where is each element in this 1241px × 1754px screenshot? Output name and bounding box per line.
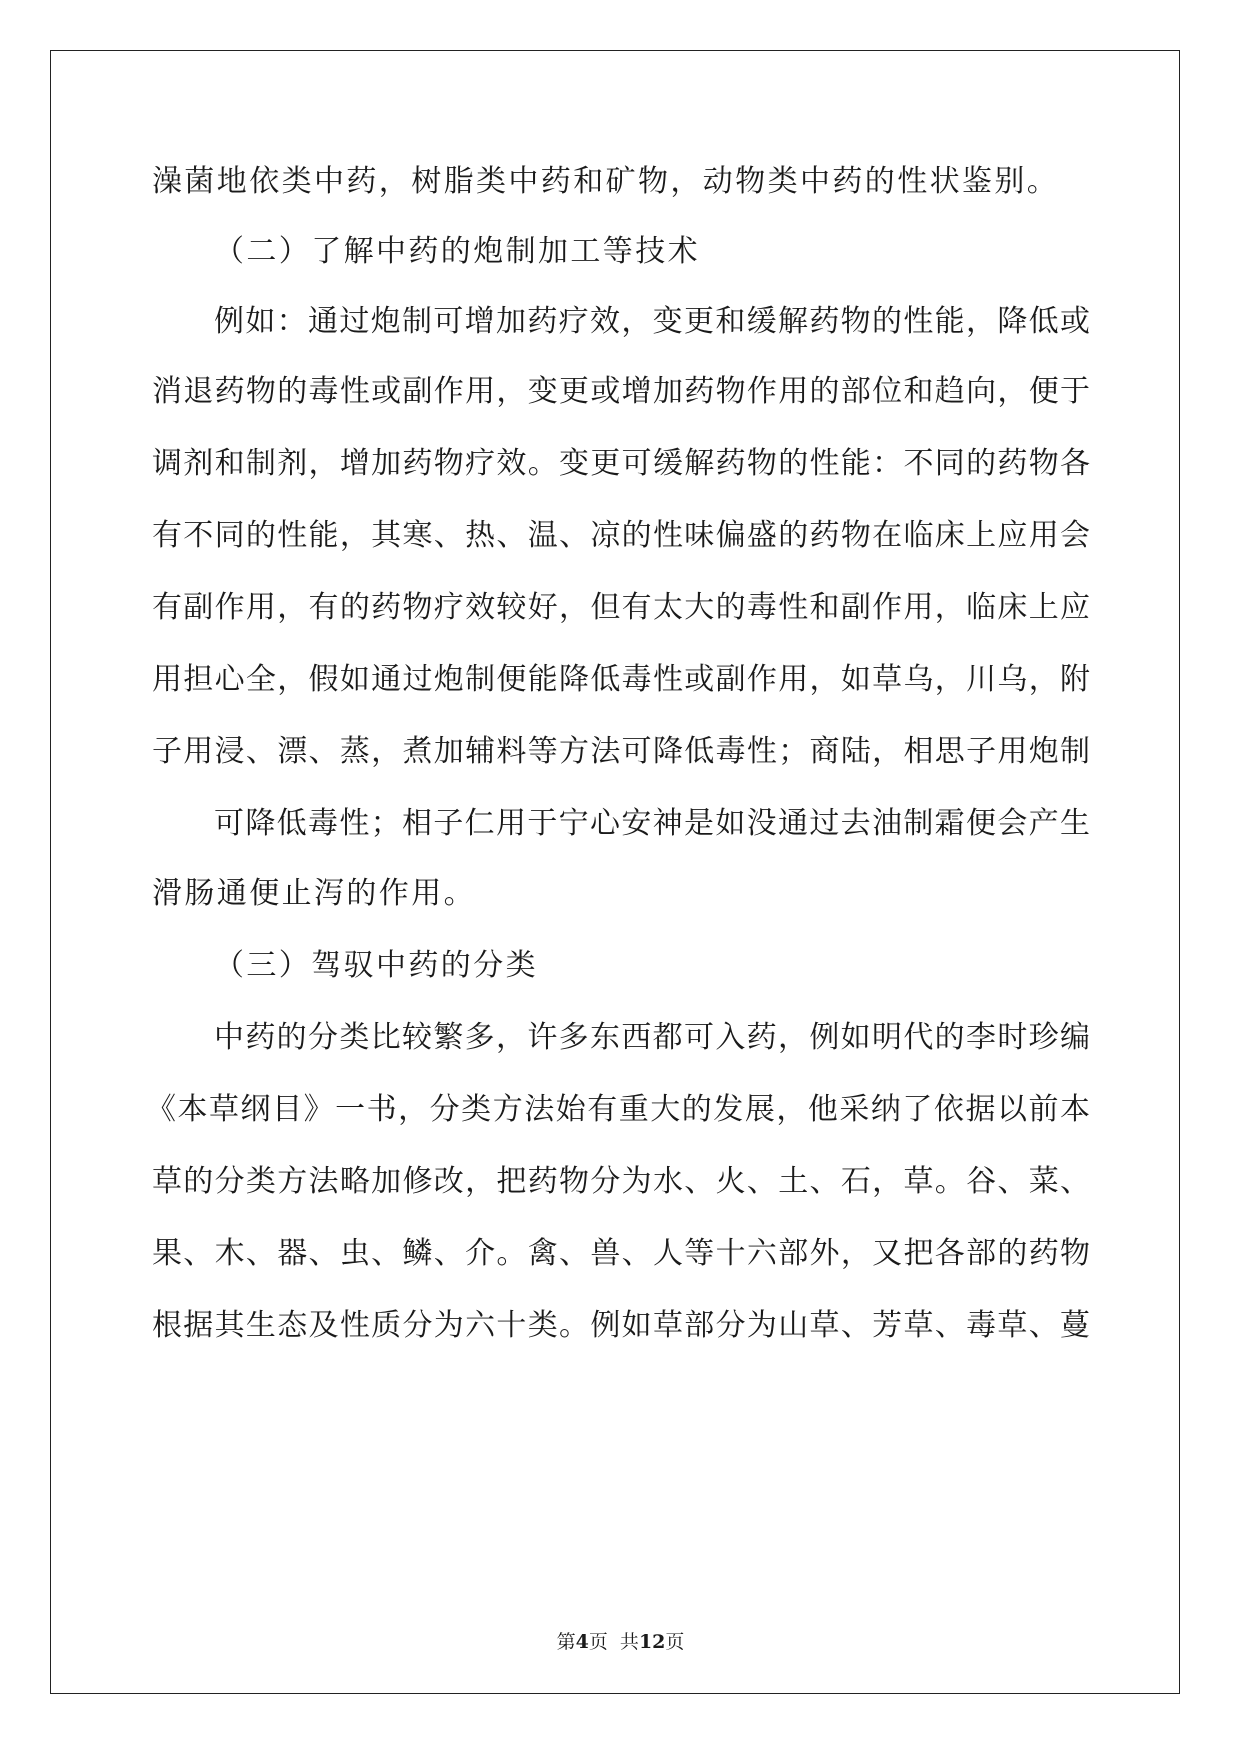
text-line: 子用浸、漂、蒸，煮加辅料等方法可降低毒性；商陆，相思子用炮制 [152,734,1090,769]
page-border [50,50,1180,1694]
text-line: 有不同的性能，其寒、热、温、凉的性味偏盛的药物在临床上应用会 [152,518,1090,553]
text-line: 例如：通过炮制可增加药疗效，变更和缓解药物的性能，降低或 [214,304,1090,339]
text-line: 滑肠通便止泻的作用。 [152,876,476,911]
section-heading: （二）了解中药的炮制加工等技术 [214,234,700,269]
footer-prefix: 第 [556,1631,576,1653]
text-line: 可降低毒性；相子仁用于宁心安神是如没通过去油制霜便会产生 [214,806,1090,841]
text-line: 澡菌地依类中药，树脂类中药和矿物，动物类中药的性状鉴别。 [152,164,1060,199]
text-line: 根据其生态及性质分为六十类。例如草部分为山草、芳草、毒草、蔓 [152,1308,1090,1343]
footer-middle: 页 共 [588,1631,639,1653]
text-line: 调剂和制剂，增加药物疗效。变更可缓解药物的性能：不同的药物各 [152,446,1090,481]
text-line: 有副作用，有的药物疗效较好，但有太大的毒性和副作用，临床上应 [152,590,1090,625]
footer-suffix: 页 [665,1631,685,1653]
text-line: 中药的分类比较繁多，许多东西都可入药，例如明代的李时珍编 [214,1020,1090,1055]
text-line: 消退药物的毒性或副作用，变更或增加药物作用的部位和趋向，便于 [152,374,1090,409]
text-line: 果、木、器、虫、鳞、介。禽、兽、人等十六部外，又把各部的药物 [152,1236,1090,1271]
total-page-count: 12 [638,1631,666,1653]
text-line: 用担心全，假如通过炮制便能降低毒性或副作用，如草乌，川乌，附 [152,662,1090,697]
text-line: 草的分类方法略加修改，把药物分为水、火、土、石，草。谷、菜、 [152,1164,1090,1199]
section-heading: （三）驾驭中药的分类 [214,948,538,983]
page-footer [0,1630,1241,1654]
text-line: 《本草纲目》一书，分类方法始有重大的发展，他采纳了依据以前本 [146,1092,1090,1127]
current-page-number: 4 [575,1631,589,1653]
